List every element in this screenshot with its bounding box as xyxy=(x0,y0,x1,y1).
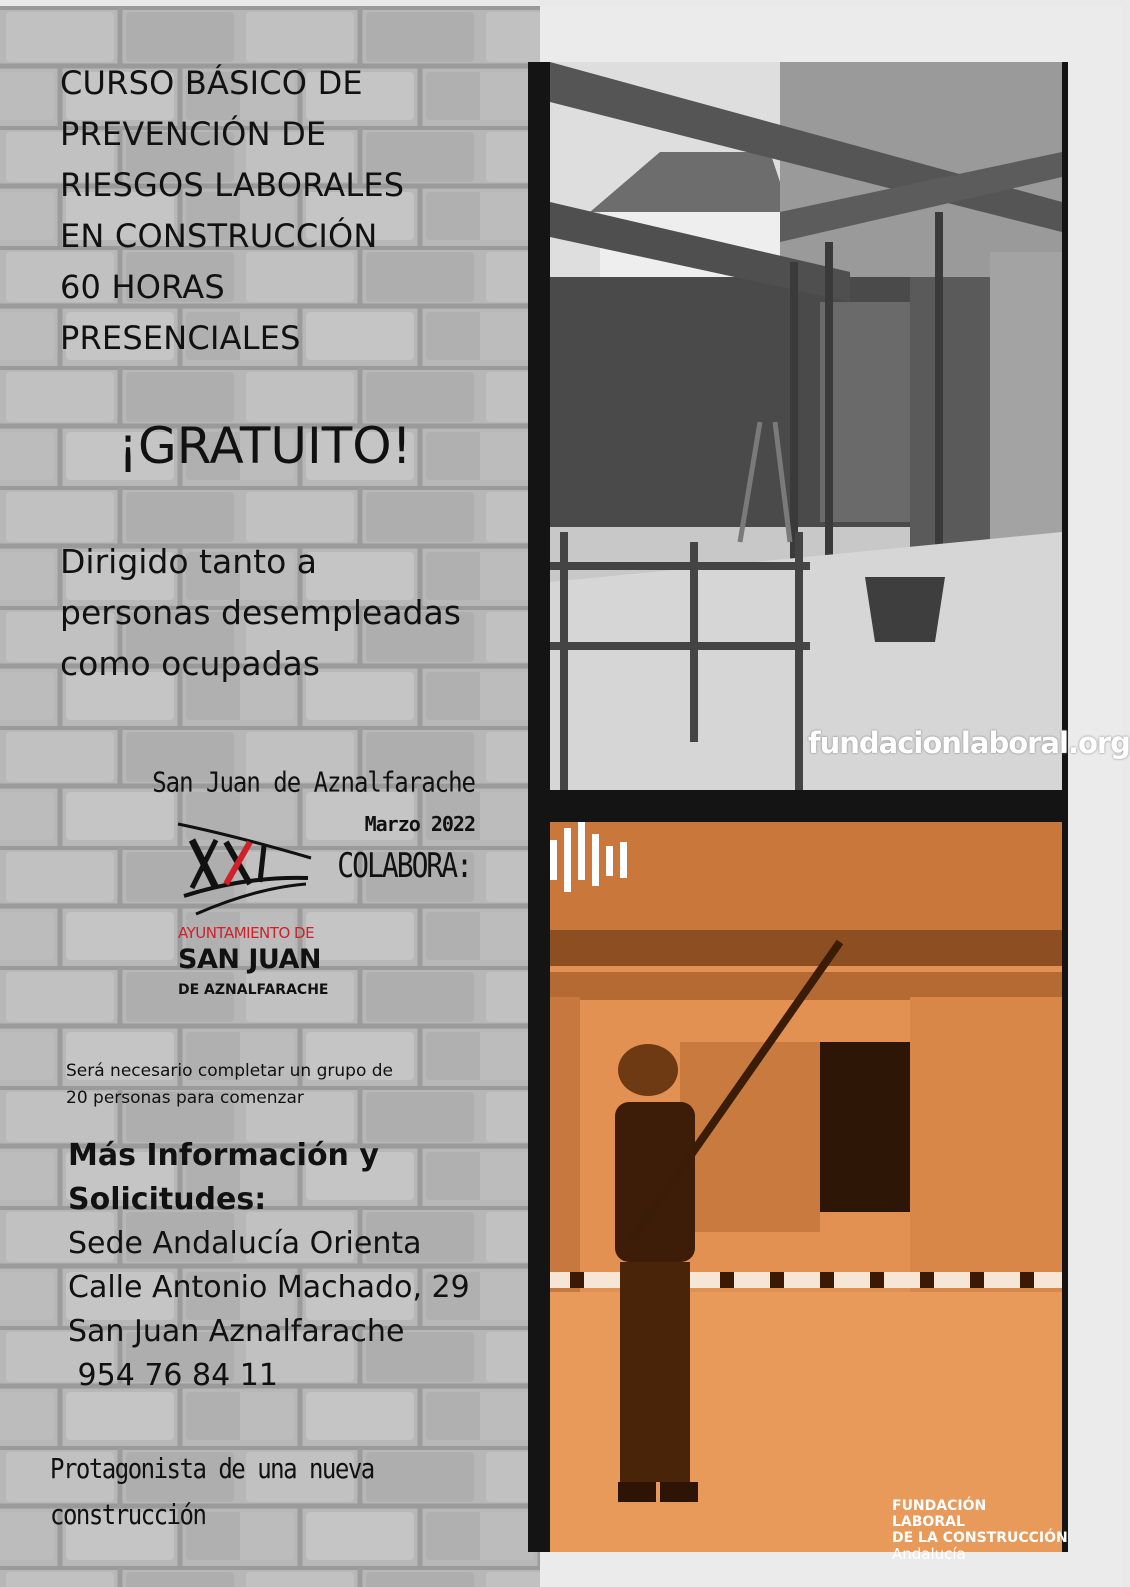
foundation-logo-text xyxy=(892,1498,1068,1562)
title-line: RIESGOS LABORALES xyxy=(60,166,405,204)
info-heading-line: Más Información y xyxy=(68,1138,379,1173)
course-title xyxy=(60,58,500,364)
note-line: 20 personas para comenzar xyxy=(66,1088,304,1108)
foundation-line1: FUNDACIÓN xyxy=(892,1498,987,1514)
address-city: San Juan Aznalfarache xyxy=(68,1314,405,1349)
photo-column xyxy=(528,62,1130,1563)
free-label: ¡GRATUITO! xyxy=(118,417,412,475)
phone-number[interactable]: 954 76 84 11 xyxy=(68,1358,278,1393)
audience-line: como ocupadas xyxy=(60,644,320,683)
worker-photo xyxy=(550,822,1068,1563)
address-street: Calle Antonio Machado, 29 xyxy=(68,1270,470,1305)
info-heading-line: Solicitudes: xyxy=(68,1182,267,1217)
title-line: 60 HORAS xyxy=(60,268,225,306)
audience-line: Dirigido tanto a xyxy=(60,542,317,581)
title-line: PRESENCIALES xyxy=(60,319,301,357)
title-line: CURSO BÁSICO DE xyxy=(60,64,363,102)
slogan-line: construcción xyxy=(50,1498,206,1532)
foundation-line4: Andalucía xyxy=(892,1545,966,1563)
city-council-line3: DE AZNALFARACHE xyxy=(178,982,329,998)
foundation-logo-mark xyxy=(550,822,820,892)
website-url[interactable]: fundacionlaboral.org xyxy=(808,726,1130,760)
info-heading xyxy=(68,1134,488,1222)
city-council-line2: SAN JUAN xyxy=(178,944,321,975)
group-requirement-note xyxy=(66,1058,393,1112)
audience-line: personas desempleadas xyxy=(60,593,461,632)
city-council-line1: AYUNTAMIENTO DE xyxy=(178,924,315,942)
slogan-line: Protagonista de una nueva xyxy=(50,1452,374,1486)
title-line: PREVENCIÓN DE xyxy=(60,115,327,153)
audience-text xyxy=(60,536,520,689)
office-name: Sede Andalucía Orienta xyxy=(68,1226,422,1261)
collaborates-label: COLABORA: xyxy=(337,846,471,886)
title-line: EN CONSTRUCCIÓN xyxy=(60,217,378,255)
note-line: Será necesario completar un grupo de xyxy=(66,1061,394,1081)
construction-site-photo xyxy=(550,62,1130,790)
date-text: Marzo 2022 xyxy=(364,812,475,836)
foundation-line2: LABORAL xyxy=(892,1514,965,1530)
slogan xyxy=(50,1446,374,1538)
location-text: San Juan de Aznalfarache xyxy=(152,766,475,799)
contact-details xyxy=(68,1222,508,1398)
city-council-logo-mark xyxy=(176,818,316,918)
foundation-line3: DE LA CONSTRUCCIÓN xyxy=(892,1530,1068,1546)
